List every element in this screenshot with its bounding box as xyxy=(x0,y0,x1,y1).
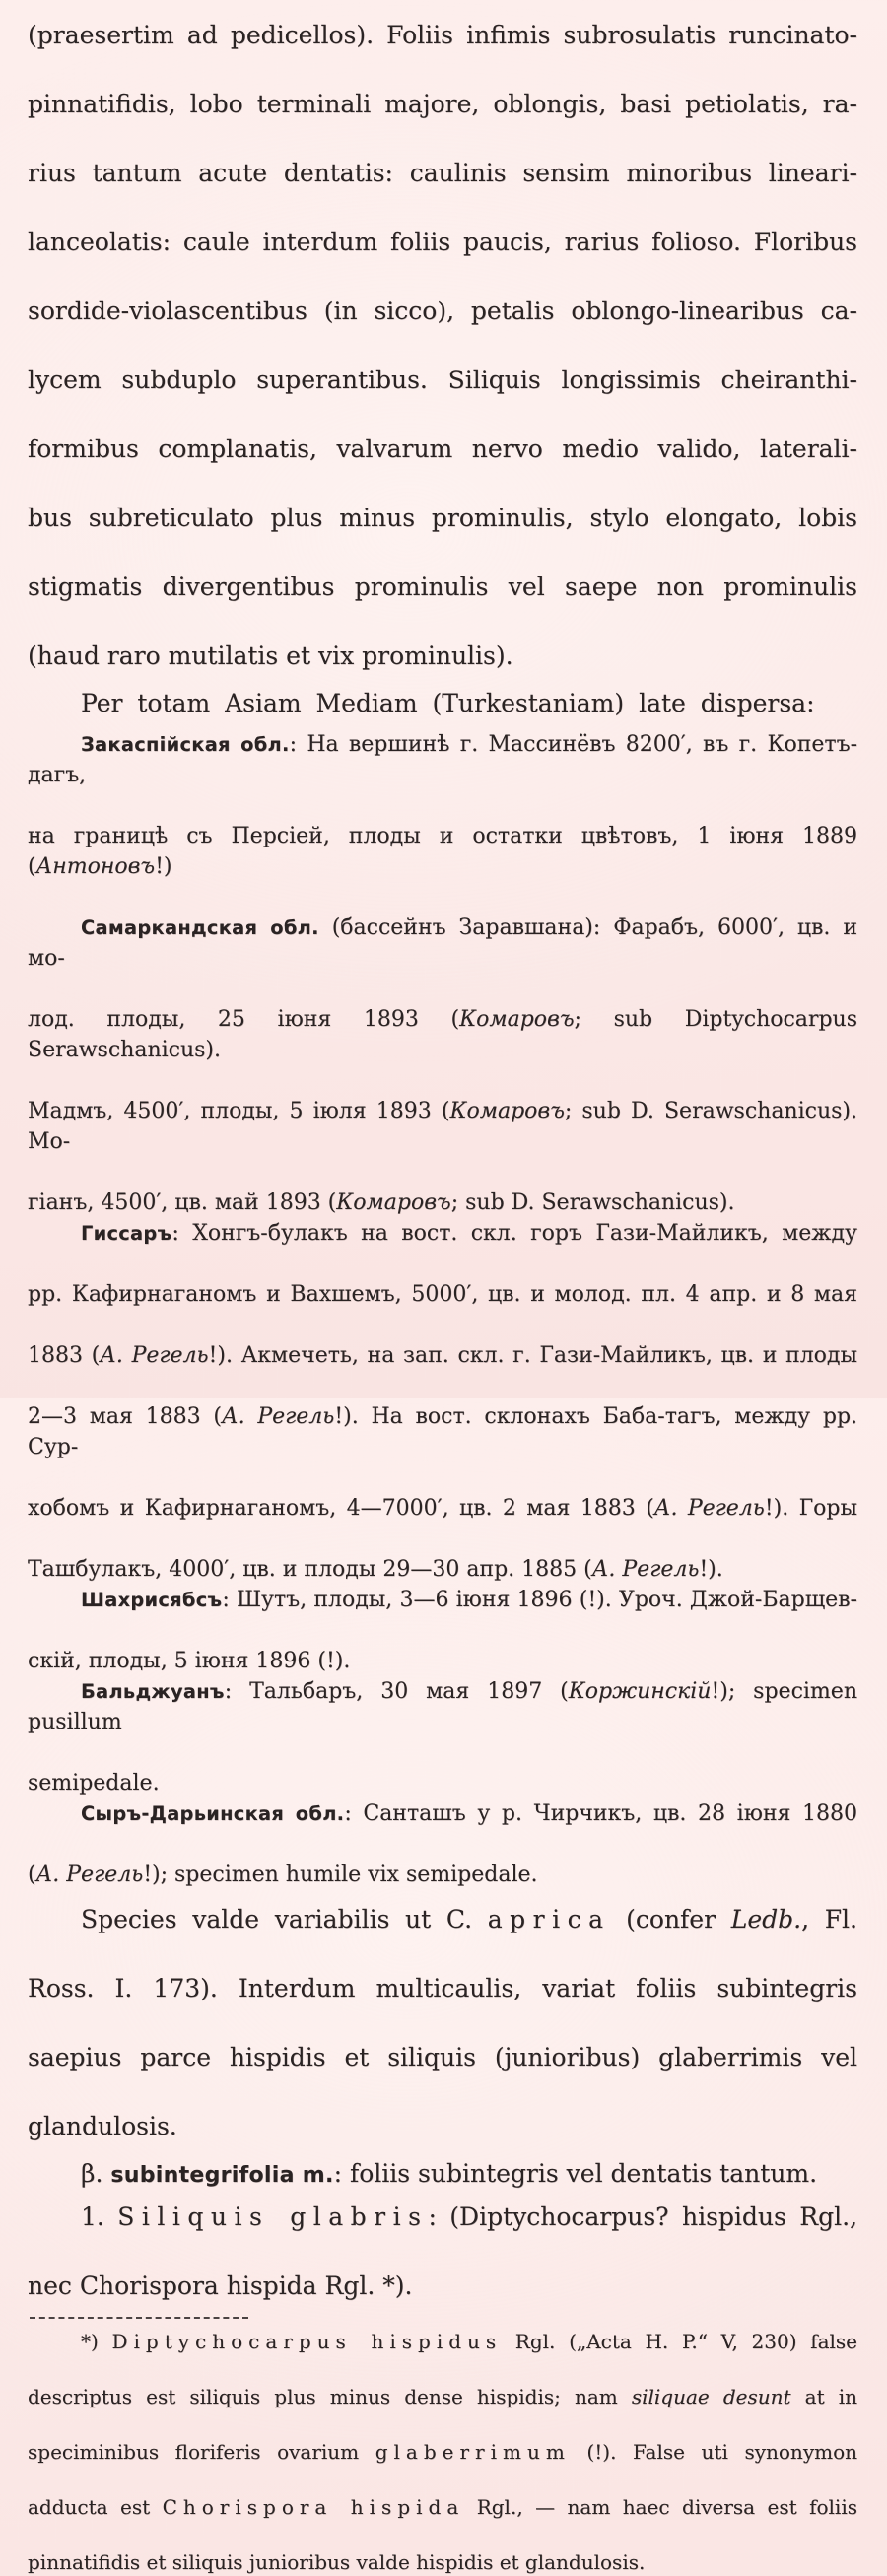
bold-head-run: Закаспійская обл. xyxy=(81,733,290,756)
text-run: хобомъ и Кафирнаганомъ, 4—7000′, цв. 2 мая 1883 ( xyxy=(28,1496,654,1521)
text-run: semipedale. xyxy=(28,1771,160,1796)
text-run: ; sub D. Serawschanicus). xyxy=(450,1190,735,1215)
text-run: !); specimen humile vix semipedale. xyxy=(143,1863,538,1887)
text-line xyxy=(28,2200,857,2269)
text-line xyxy=(28,432,857,501)
text-line xyxy=(28,156,857,225)
text-line xyxy=(28,87,857,156)
text-run: гіанъ, 4500′, цв. май 1893 ( xyxy=(28,1190,337,1215)
italic-run: А. Регель xyxy=(100,1343,209,1368)
text-line xyxy=(28,1401,857,1493)
italic-run: Комаровъ xyxy=(459,1007,575,1032)
text-run: adducta est xyxy=(28,2495,163,2519)
text-run: : foliis subintegris vel dentatis tantum. xyxy=(333,2159,818,2188)
text-run: на границѣ съ Персіей, плоды и остатки цвѣтовъ, 1 іюня 1889 ( xyxy=(28,824,857,879)
text-line xyxy=(28,729,857,821)
text-run: lycem subduplo superantibus. Siliquis longissimis cheiranthi- xyxy=(28,366,857,394)
italic-run: siliquae desunt xyxy=(631,2385,791,2408)
text-run: rius tantum acute dentatis: caulinis sensim minoribus lineari- xyxy=(28,159,857,187)
spaced-run: aprica xyxy=(487,1905,611,1933)
text-run: (haud raro mutilatis et vix prominulis). xyxy=(28,642,513,670)
text-run: : На вершинѣ г. Массинёвъ 8200′, въ г. Копетъ-дагъ, xyxy=(28,732,857,787)
text-line xyxy=(28,821,857,913)
italic-run: А. Регель xyxy=(653,1496,765,1521)
text-line xyxy=(28,363,857,432)
text-run: !). Горы xyxy=(764,1496,857,1521)
text-run: sordide-violascentibus (in sicco), petalis oblongo-linearibus ca- xyxy=(28,297,857,325)
text-line xyxy=(28,686,857,720)
text-run: рр. Кафирнаганомъ и Вахшемъ, 5000′, цв. и молод. пл. 4 апр. и 8 мая xyxy=(28,1282,857,1307)
text-line xyxy=(28,1798,857,1860)
text-line xyxy=(28,1646,857,1676)
text-run: : Шутъ, плоды, 3—6 іюня 1896 (!). Уроч. Джой-Барщев- xyxy=(222,1588,857,1612)
text-run: ( xyxy=(28,1863,36,1887)
text-run: : (Diptychocarpus? hispidus Rgl., xyxy=(428,2203,857,2231)
text-run: Rgl., — nam haec diversa est foliis xyxy=(464,2495,857,2519)
text-line xyxy=(28,1096,857,1187)
text-run: (!). False uti synonymon xyxy=(570,2440,857,2464)
text-run: !) xyxy=(155,854,172,879)
text-line xyxy=(28,2269,857,2303)
locality-baldzhuan xyxy=(28,1676,857,1798)
text-line xyxy=(28,1218,857,1279)
text-run: stigmatis divergentibus prominulis vel saepe non prominulis xyxy=(28,573,857,601)
text-line xyxy=(28,1902,857,1971)
text-line xyxy=(28,294,857,363)
text-line xyxy=(28,2156,857,2193)
text-run: (confer xyxy=(610,1905,731,1933)
locality-samarkandskaya xyxy=(28,913,857,1218)
text-run: : Санташъ у р. Чирчикъ, цв. 28 іюня 1880 xyxy=(344,1801,857,1826)
text-line xyxy=(28,1971,857,2040)
italic-run: Комаровъ xyxy=(336,1190,451,1215)
dispersal-line xyxy=(28,686,857,720)
text-run: nec Chorispora hispida Rgl. *). xyxy=(28,2271,413,2300)
text-line xyxy=(28,1004,857,1096)
text-line xyxy=(28,1554,857,1585)
text-run: *) xyxy=(81,2330,112,2353)
locality-zakaspiyskaya xyxy=(28,729,857,913)
text-run: saepius parce hispidis et siliquis (junioribus) glaberrimis vel xyxy=(28,2043,857,2071)
text-line xyxy=(28,570,857,639)
italic-run: Антоновъ xyxy=(35,854,156,879)
text-line xyxy=(28,2109,857,2143)
italic-run: Ledb. xyxy=(730,1905,802,1933)
text-run: Ross. I. 173). Interdum multicaulis, variat foliis subintegris xyxy=(28,1974,857,2002)
locality-gissar xyxy=(28,1218,857,1585)
text-line xyxy=(28,1585,857,1646)
text-line xyxy=(28,1493,857,1554)
italic-run: Коржинскій xyxy=(568,1679,712,1704)
text-run: : Хонгъ-булакъ на вост. скл. горъ Гази-Майликъ, между xyxy=(171,1221,857,1246)
italic-run: А. Регель xyxy=(221,1404,335,1429)
text-run: : Тальбаръ, 30 мая 1897 ( xyxy=(224,1679,569,1704)
italic-run: А. Регель xyxy=(591,1557,700,1582)
latin-description xyxy=(28,18,857,673)
italic-run: Комаровъ xyxy=(449,1099,565,1123)
text-line xyxy=(28,1676,857,1768)
text-run: pinnatifidis, lobo terminali majore, oblongis, basi petiolatis, ra- xyxy=(28,90,857,118)
footnote-text xyxy=(28,2328,857,2576)
spaced-run: Chorispora hispida xyxy=(162,2495,465,2519)
text-line xyxy=(28,2328,857,2383)
text-run: !); specimen pusillum xyxy=(28,1679,857,1734)
text-line xyxy=(28,2383,857,2438)
text-run: speciminibus floriferis ovarium xyxy=(28,2440,375,2464)
text-run: Per totam Asiam Mediam (Turkestaniam) late dispersa: xyxy=(81,689,815,717)
species-variability-note xyxy=(28,1902,857,2143)
text-line xyxy=(28,2040,857,2109)
text-run: ; sub D. Serawschanicus). Мо- xyxy=(28,1099,857,1154)
bold-head-run: Бальджуанъ xyxy=(81,1680,225,1703)
spaced-run: Diptychocarpus hispidus xyxy=(111,2330,503,2353)
text-run: , Fl. xyxy=(801,1905,857,1933)
text-line xyxy=(28,2548,857,2576)
text-line xyxy=(28,2493,857,2548)
text-line xyxy=(28,18,857,87)
beta-subintegrifolia-line xyxy=(28,2156,857,2193)
text-line xyxy=(28,2438,857,2493)
text-line xyxy=(28,501,857,570)
text-line xyxy=(28,1768,857,1798)
text-run: (praesertim ad pedicellos). Foliis infimis subrosulatis runcinato- xyxy=(28,21,857,49)
text-run: Мадмъ, 4500′, плоды, 5 іюля 1893 ( xyxy=(28,1099,450,1123)
text-run: 1883 ( xyxy=(28,1343,101,1368)
footnote-rule xyxy=(30,2317,248,2319)
bold-head-run: Сыръ-Дарьинская обл. xyxy=(81,1802,345,1825)
text-run: 2—3 мая 1883 ( xyxy=(28,1404,222,1429)
text-run: bus subreticulato plus minus prominulis, stylo elongato, lobis xyxy=(28,504,857,532)
text-run: at in xyxy=(790,2385,857,2408)
text-run: скій, плоды, 5 іюня 1896 (!). xyxy=(28,1649,351,1673)
text-line xyxy=(28,1860,857,1890)
text-run: (бассейнъ Заравшана): Фарабъ, 6000′, цв. и мо- xyxy=(28,915,857,971)
text-run: lanceolatis: caule interdum foliis paucis, rarius folioso. Floribus xyxy=(28,228,857,256)
text-run: !). Акмечеть, на зап. скл. г. Гази-Майликъ, цв. и плоды xyxy=(208,1343,857,1368)
text-line xyxy=(28,1340,857,1401)
text-run: !). На вост. склонахъ Баба-тагъ, между рр. Сур- xyxy=(28,1404,858,1459)
italic-run: А. Регель xyxy=(35,1863,144,1887)
text-run: !). xyxy=(699,1557,723,1582)
text-run: β. xyxy=(81,2159,111,2188)
text-run: Species valde variabilis ut C. xyxy=(81,1905,488,1933)
text-line xyxy=(28,639,857,673)
locality-shakhrisyabs xyxy=(28,1585,857,1676)
text-run: glandulosis. xyxy=(28,2112,177,2140)
text-line xyxy=(28,225,857,294)
text-run: ; sub Diptychocarpus Serawschanicus). xyxy=(28,1007,857,1062)
bold-head-run: Шахрисябсъ xyxy=(81,1589,223,1611)
text-run: Rgl. („Acta H. P.“ V, 230) false xyxy=(502,2330,857,2353)
bold-head-run: subintegrifolia m. xyxy=(110,2163,334,2188)
text-line xyxy=(28,1279,857,1340)
text-run: лод. плоды, 25 іюня 1893 ( xyxy=(28,1007,460,1032)
text-line xyxy=(28,1187,857,1218)
spaced-run: glaberrimum xyxy=(375,2440,571,2464)
bold-head-run: Гиссаръ xyxy=(81,1222,172,1245)
text-run: formibus complanatis, valvarum nervo medio valido, laterali- xyxy=(28,435,857,463)
spaced-run: Siliquis glabris xyxy=(117,2203,429,2231)
locality-syr-darya xyxy=(28,1798,857,1890)
text-run: pinnatifidis et siliquis junioribus valde hispidis et glandulosis. xyxy=(28,2550,646,2574)
text-run: 1. xyxy=(81,2203,118,2231)
text-run: Ташбулакъ, 4000′, цв. и плоды 29—30 апр. 1885 ( xyxy=(28,1557,592,1582)
text-line xyxy=(28,913,857,1004)
text-run: descriptus est siliquis plus minus dense hispidis; nam xyxy=(28,2385,632,2408)
bold-head-run: Самаркандская обл. xyxy=(81,916,319,939)
siliquis-glabris-item xyxy=(28,2200,857,2303)
